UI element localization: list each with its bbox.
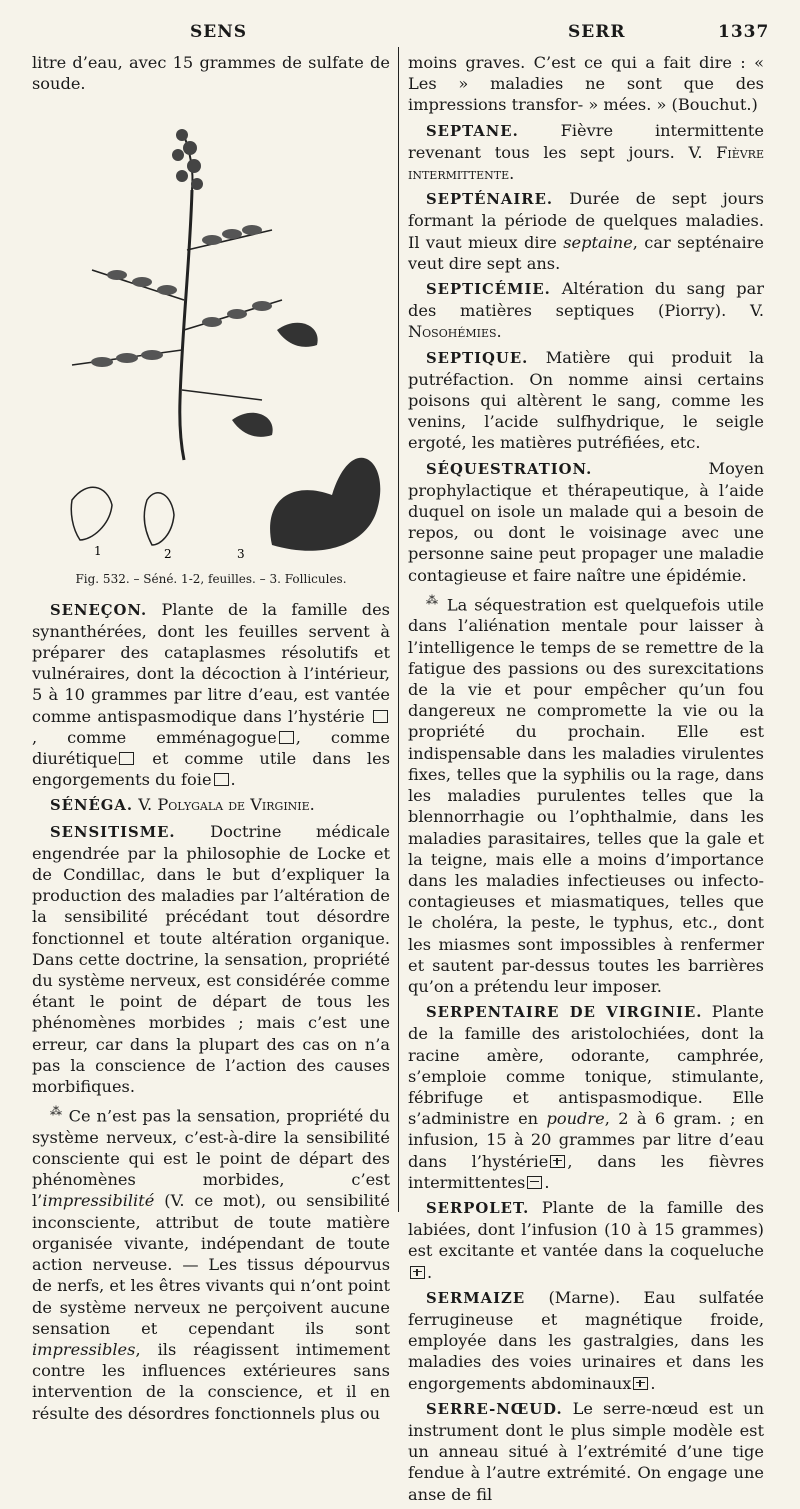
continued-text: litre d’eau, avec 15 grammes de sulfate de soude. [32, 53, 390, 94]
headword: SEPTICÉMIE. [426, 281, 551, 299]
entry-serre-noeud: SERRE-NŒUD. Le serre-nœud est un instrument dont le plus simple modèle est un anneau situé à l’extrémité d’une tige fendue à l’autre extrémité. On engage une anse de fil [408, 1398, 764, 1504]
entry-sequestration-note: ⁂ La séquestration est quelquefois utile dans l’aliénation mentale pour laisser à l’intelligence le temps de se remettre de la fatigue des passions ou des surexcitations de la vie et pour empêcher qu’un fou dangereux ne compromette la vie ou la propriété du prochain. Elle est indispensable dans les maladies virulentes fixes, telles que la syphilis ou la rage, dans les maladies purulentes telles que la blennorrhagie ou l’ophthalmie, dans les maladies parasitaires, telles que la gale et la teigne, mais elle a moins d’importance dans les maladies infectieuses ou infecto-contagieuses et miasmatiques, telles que le choléra, la peste, le typhus, etc., dont les miasmes sont impossibles à renfermer et sautent par-dessus toutes les barrières qu’on a prétendu leur imposer. [408, 592, 765, 996]
entry-sensitisme-note: ⁂ Ce n’est pas la sensation, propriété du système nerveux, c’est-à-dire la sensibilité consciente qui est le point de départ des phénomènes morbides, c’est l’impressibilité (V. ce mot), ou sensibilité inconsciente, attribut de toute matière organisée vivante, indépendant de toute action nerveuse. — Les tissus dépourvus de nerfs, et les êtres vivants qui n’ont point de système nerveux ne perçoivent aucune sensation et cependant ils sont impressibles, ils réagissent intimement contre les influences extérieures sans intervention de la conscience, et il en résulte des désordres fonctionnels plus ou [32, 1104, 390, 1423]
entry-serpentaire: SERPENTAIRE DE VIRGINIE. Plante de la famille des aristolochiées, dont la racine amère, odorante, camphrée, s’emploie comme tonique, stimulante, fébrifuge et antispasmodique. Elle s’administre en poudre, 2 à 6 gram. ; en infusion, 15 à 20 grammes par litre d’eau dans l’hystérie , dans les fièvres intermittentes . [408, 1002, 764, 1192]
entry-serpolet: SERPOLET. Plante de la famille des labiées, dont l’infusion (10 à 15 grammes) est excitante et vantée dans la coqueluche. [408, 1197, 764, 1282]
entry-sequestration: SÉQUESTRATION. Moyen prophylactique et thérapeutique, à l’aide duquel on isole un malade qui a besoin de repos, ou dont le voisinage avec une personne saine peut propager une maladie contagieuse et faire naître une épidémie. [408, 458, 764, 585]
symbol-box-icon [119, 752, 134, 765]
left-column [32, 52, 390, 1428]
headword: SEPTIQUE. [426, 349, 529, 367]
headword: SENEÇON. [50, 601, 148, 619]
headword: SERPOLET. [426, 1199, 530, 1217]
figure-label: 3 [237, 547, 245, 562]
asterism-icon: ⁂ [50, 1104, 63, 1119]
entry-seneçon: SENEÇON. Plante de la famille des synanthérées, dont les feuilles servent à préparer des cataplasmes résolutifs et vulnéraires, dont la décoction à l’intérieur, 5 à 10 grammes par litre d’eau, est vantée comme antispasmodique dans l’hystérie , comme emménagogue , comme diurétique et comme utile dans les engorgements du foie . [32, 599, 390, 790]
symbol-box-icon [373, 710, 388, 723]
entry-senega: SÉNÉGA. V. Polygala de Virginie. [50, 795, 315, 815]
headword: SERMAIZE [426, 1289, 526, 1307]
running-head-left: SENS [190, 22, 248, 42]
right-column [408, 52, 764, 1509]
symbol-plus-box-icon [633, 1377, 648, 1390]
headword: SEPTÉNAIRE. [426, 191, 554, 209]
symbol-plus-box-icon [550, 1155, 565, 1168]
senna-illustration [32, 100, 390, 565]
entry-septane: SEPTANE. Fièvre intermittente revenant tous les sept jours. V. Fièvre intermittente. [408, 120, 764, 184]
cross-reference: Fièvre intermittente. [408, 142, 764, 184]
entry-sensitisme: SENSITISME. Doctrine médicale engendrée par la philosophie de Locke et de Condillac, dans le but d’expliquer la production des maladies par l’altération de la sensibilité précédant tout désordre fonctionnel et toute altération organique. Dans cette doctrine, la sensation, propriété du système nerveux, est considérée comme étant le point de départ de tous les phénomènes morbides ; mais c’est une erreur, car dans la plupart des cas on n’a pas la conscience de l’action des causes morbifiques. [32, 821, 390, 1097]
entry-septicemie: SEPTICÉMIE. Altération du sang par des matières septiques (Piorry). V. Nosohémies. [408, 279, 764, 342]
cross-reference: Polygala de Virginie. [157, 795, 315, 815]
entry-sermaize: SERMAIZE (Marne). Eau sulfatée ferrugineuse et magnétique froide, employée dans les gastralgies, dans les maladies des voies urinaires et dans les engorgements abdominaux . [408, 1287, 764, 1393]
symbol-box-icon [214, 773, 229, 786]
headword: SERPENTAIRE DE VIRGINIE. [426, 1004, 703, 1022]
headword: SEPTANE. [426, 122, 519, 140]
cross-reference: Nosohémies. [408, 322, 502, 342]
running-head-right: SERR [568, 22, 626, 42]
asterism-icon: ⁂ [426, 592, 440, 607]
entry-septique: SEPTIQUE. Matière qui produit la putréfaction. On nomme ainsi certains poisons qui altèrent le sang, comme les venins, l’acide sulfhydrique, le seigle ergoté, les matières putréfiées, etc. [408, 347, 764, 453]
symbol-plus-box-icon [410, 1266, 425, 1279]
symbol-box-icon [279, 731, 294, 744]
headword: SENSITISME. [50, 823, 176, 841]
headword: SÉQUESTRATION. [426, 460, 593, 478]
page-number: 1337 [718, 22, 770, 42]
headword: SERRE-NŒUD. [426, 1400, 563, 1418]
column-divider [398, 47, 399, 1212]
figure-label: 2 [164, 547, 172, 562]
continued-text: moins graves. C’est ce qui a fait dire : « Les » maladies ne sont que des impressions transfor- » mées. » (Bouchut.) [408, 53, 764, 115]
figure-caption: Fig. 532. – Séné. 1-2, feuilles. – 3. Follicules. [75, 572, 347, 587]
headword: SÉNÉGA. [50, 797, 134, 815]
figure-label: 1 [94, 544, 102, 559]
symbol-minus-box-icon [527, 1176, 542, 1189]
entry-septenaire: SEPTÉNAIRE. Durée de sept jours formant la période de quelques maladies. Il vaut mieux dire septaine, car septénaire veut dire sept ans. [408, 189, 764, 273]
